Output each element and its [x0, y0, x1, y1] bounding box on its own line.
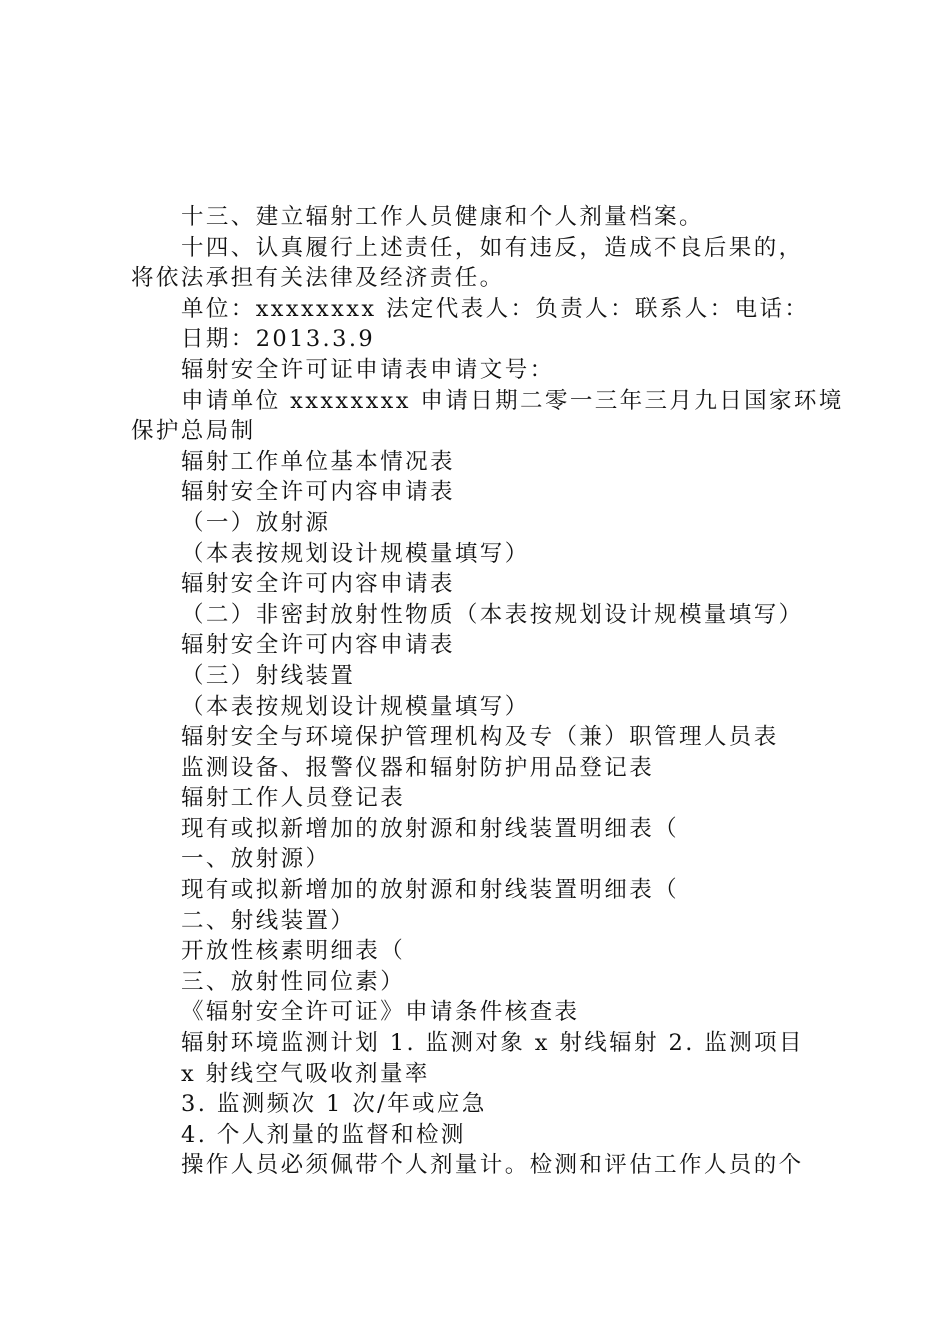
- paragraph-line: 4. 个人剂量的监督和检测: [181, 1121, 466, 1148]
- paragraph-line: （一）放射源: [181, 509, 331, 536]
- paragraph-line: 辐射环境监测计划 1. 监测对象 x 射线辐射 2. 监测项目: [181, 1030, 804, 1057]
- paragraph-line: 二、射线装置）: [181, 907, 356, 934]
- paragraph-line: 开放性核素明细表（: [181, 938, 406, 965]
- paragraph-line: 日期：2013.3.9: [181, 326, 376, 353]
- document-body: [131, 202, 844, 1181]
- paragraph-line: 十三、建立辐射工作人员健康和个人剂量档案。: [181, 204, 704, 230]
- paragraph-line: （本表按规划设计规模量填写）: [181, 540, 530, 567]
- paragraph-line: 辐射安全与环境保护管理机构及专（兼）职管理人员表: [181, 724, 779, 751]
- paragraph-line: x 射线空气吸收剂量率: [181, 1060, 430, 1087]
- paragraph-line: 十四、认真履行上述责任，如有违反，造成不良后果的，: [181, 234, 804, 261]
- paragraph-line: 申请单位 xxxxxxxx 申请日期二零一三年三月九日国家环境: [181, 387, 844, 414]
- paragraph-line: 操作人员必须佩带个人剂量计。检测和评估工作人员的个: [181, 1152, 804, 1179]
- paragraph-line: 保护总局制: [131, 418, 256, 445]
- paragraph-line: 辐射工作人员登记表: [181, 785, 406, 812]
- paragraph-line: （三）射线装置: [181, 662, 356, 689]
- paragraph-line: 一、放射源）: [181, 846, 331, 873]
- paragraph-line: 辐射安全许可内容申请表: [181, 571, 455, 598]
- paragraph-line: 辐射安全许可内容申请表: [181, 479, 455, 506]
- paragraph-line: 监测设备、报警仪器和辐射防护用品登记表: [181, 754, 655, 781]
- paragraph-line: 将依法承担有关法律及经济责任。: [131, 265, 505, 292]
- paragraph-line: 辐射工作单位基本情况表: [181, 448, 455, 475]
- paragraph-line: 现有或拟新增加的放射源和射线装置明细表（: [181, 815, 680, 842]
- paragraph-line: 现有或拟新增加的放射源和射线装置明细表（: [181, 877, 680, 904]
- paragraph-line: 辐射安全许可内容申请表: [181, 632, 455, 659]
- paragraph-line: 辐射安全许可证申请表申请文号：: [181, 356, 555, 383]
- paragraph-line: 《辐射安全许可证》申请条件核查表: [181, 999, 580, 1026]
- paragraph-line: 单位：xxxxxxxx 法定代表人：负责人：联系人：电话：: [181, 295, 810, 322]
- paragraph-line: （本表按规划设计规模量填写）: [181, 693, 530, 720]
- paragraph-line: （二）非密封放射性物质（本表按规划设计规模量填写）: [181, 601, 804, 628]
- paragraph-line: 3. 监测频次 1 次/年或应急: [181, 1091, 487, 1118]
- paragraph-line: 三、放射性同位素）: [181, 968, 406, 995]
